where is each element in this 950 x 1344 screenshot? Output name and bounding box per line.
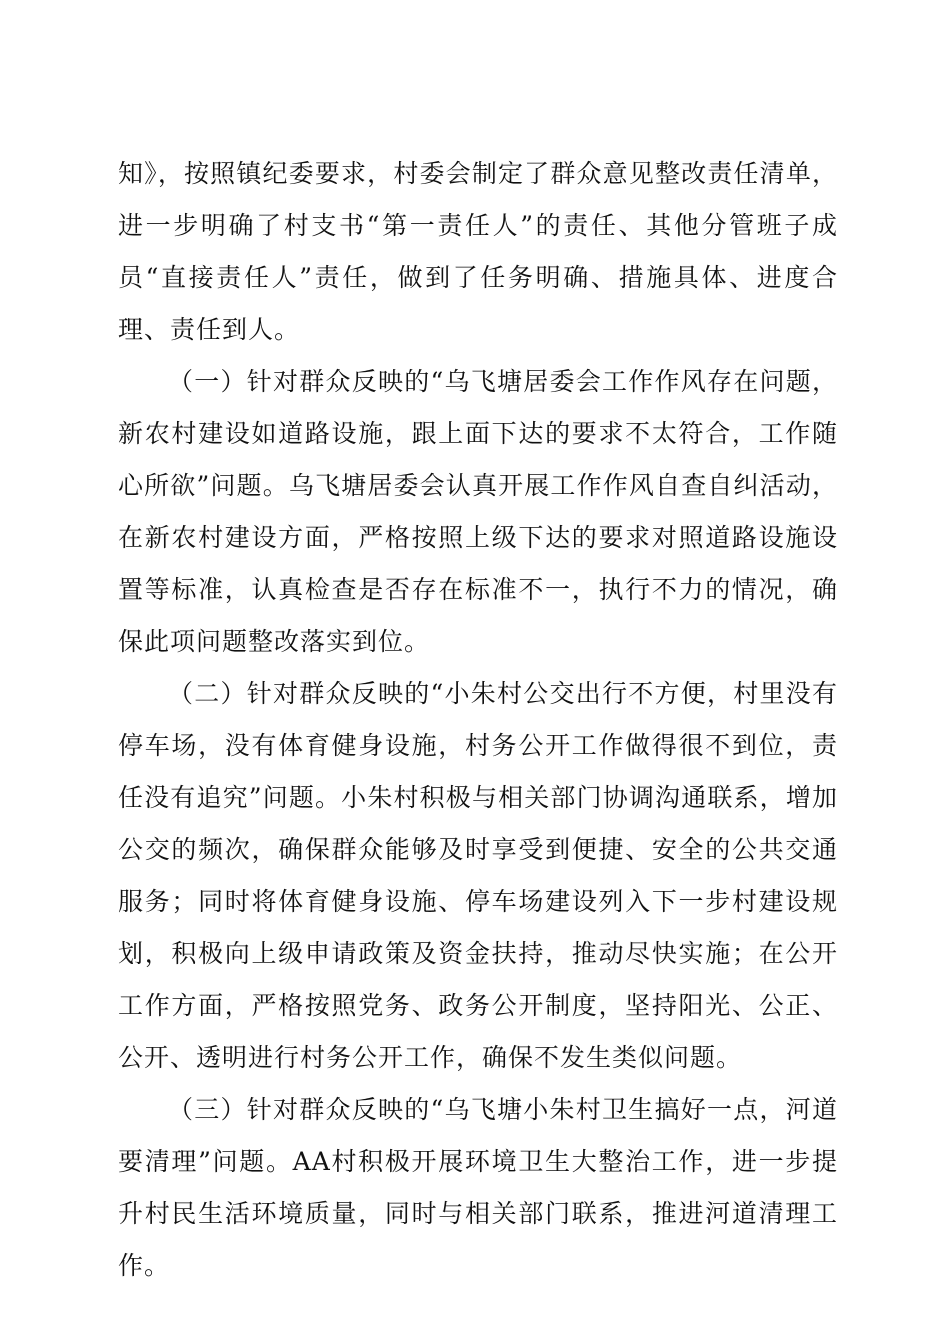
- paragraph-continuation: 知》，按照镇纪委要求，村委会制定了群众意见整改责任清单，进一步明确了村支书“第一责任人”的责任、其他分管班子成员“直接责任人”责任，做到了任务明确、措施具体、进度合理、责任到人。: [118, 159, 838, 344]
- paragraph-item-3: （三）针对群众反映的“乌飞塘小朱村卫生搞好一点，河道要清理”问题。AA村积极开展环境卫生大整治工作，进一步提升村民生活环境质量，同时与相关部门联系，推进河道清理工作。: [118, 1095, 838, 1280]
- paragraph-item-1: （一）针对群众反映的“乌飞塘居委会工作作风存在问题，新农村建设如道路设施，跟上面下达的要求不太符合，工作随心所欲”问题。乌飞塘居委会认真开展工作作风自查自纠活动，在新农村建设方面，严格按照上级下达的要求对照道路设施设置等标准，认真检查是否存在标准不一，执行不力的情况，确保此项问题整改落实到位。: [118, 367, 838, 656]
- document-body: [118, 148, 838, 1292]
- paragraph-item-2: （二）针对群众反映的“小朱村公交出行不方便，村里没有停车场，没有体育健身设施，村务公开工作做得很不到位，责任没有追究”问题。小朱村积极与相关部门协调沟通联系，增加公交的频次，确保群众能够及时享受到便捷、安全的公共交通服务；同时将体育健身设施、停车场建设列入下一步村建设规划，积极向上级申请政策及资金扶持，推动尽快实施；在公开工作方面，严格按照党务、政务公开制度，坚持阳光、公正、公开、透明进行村务公开工作，确保不发生类似问题。: [118, 679, 838, 1072]
